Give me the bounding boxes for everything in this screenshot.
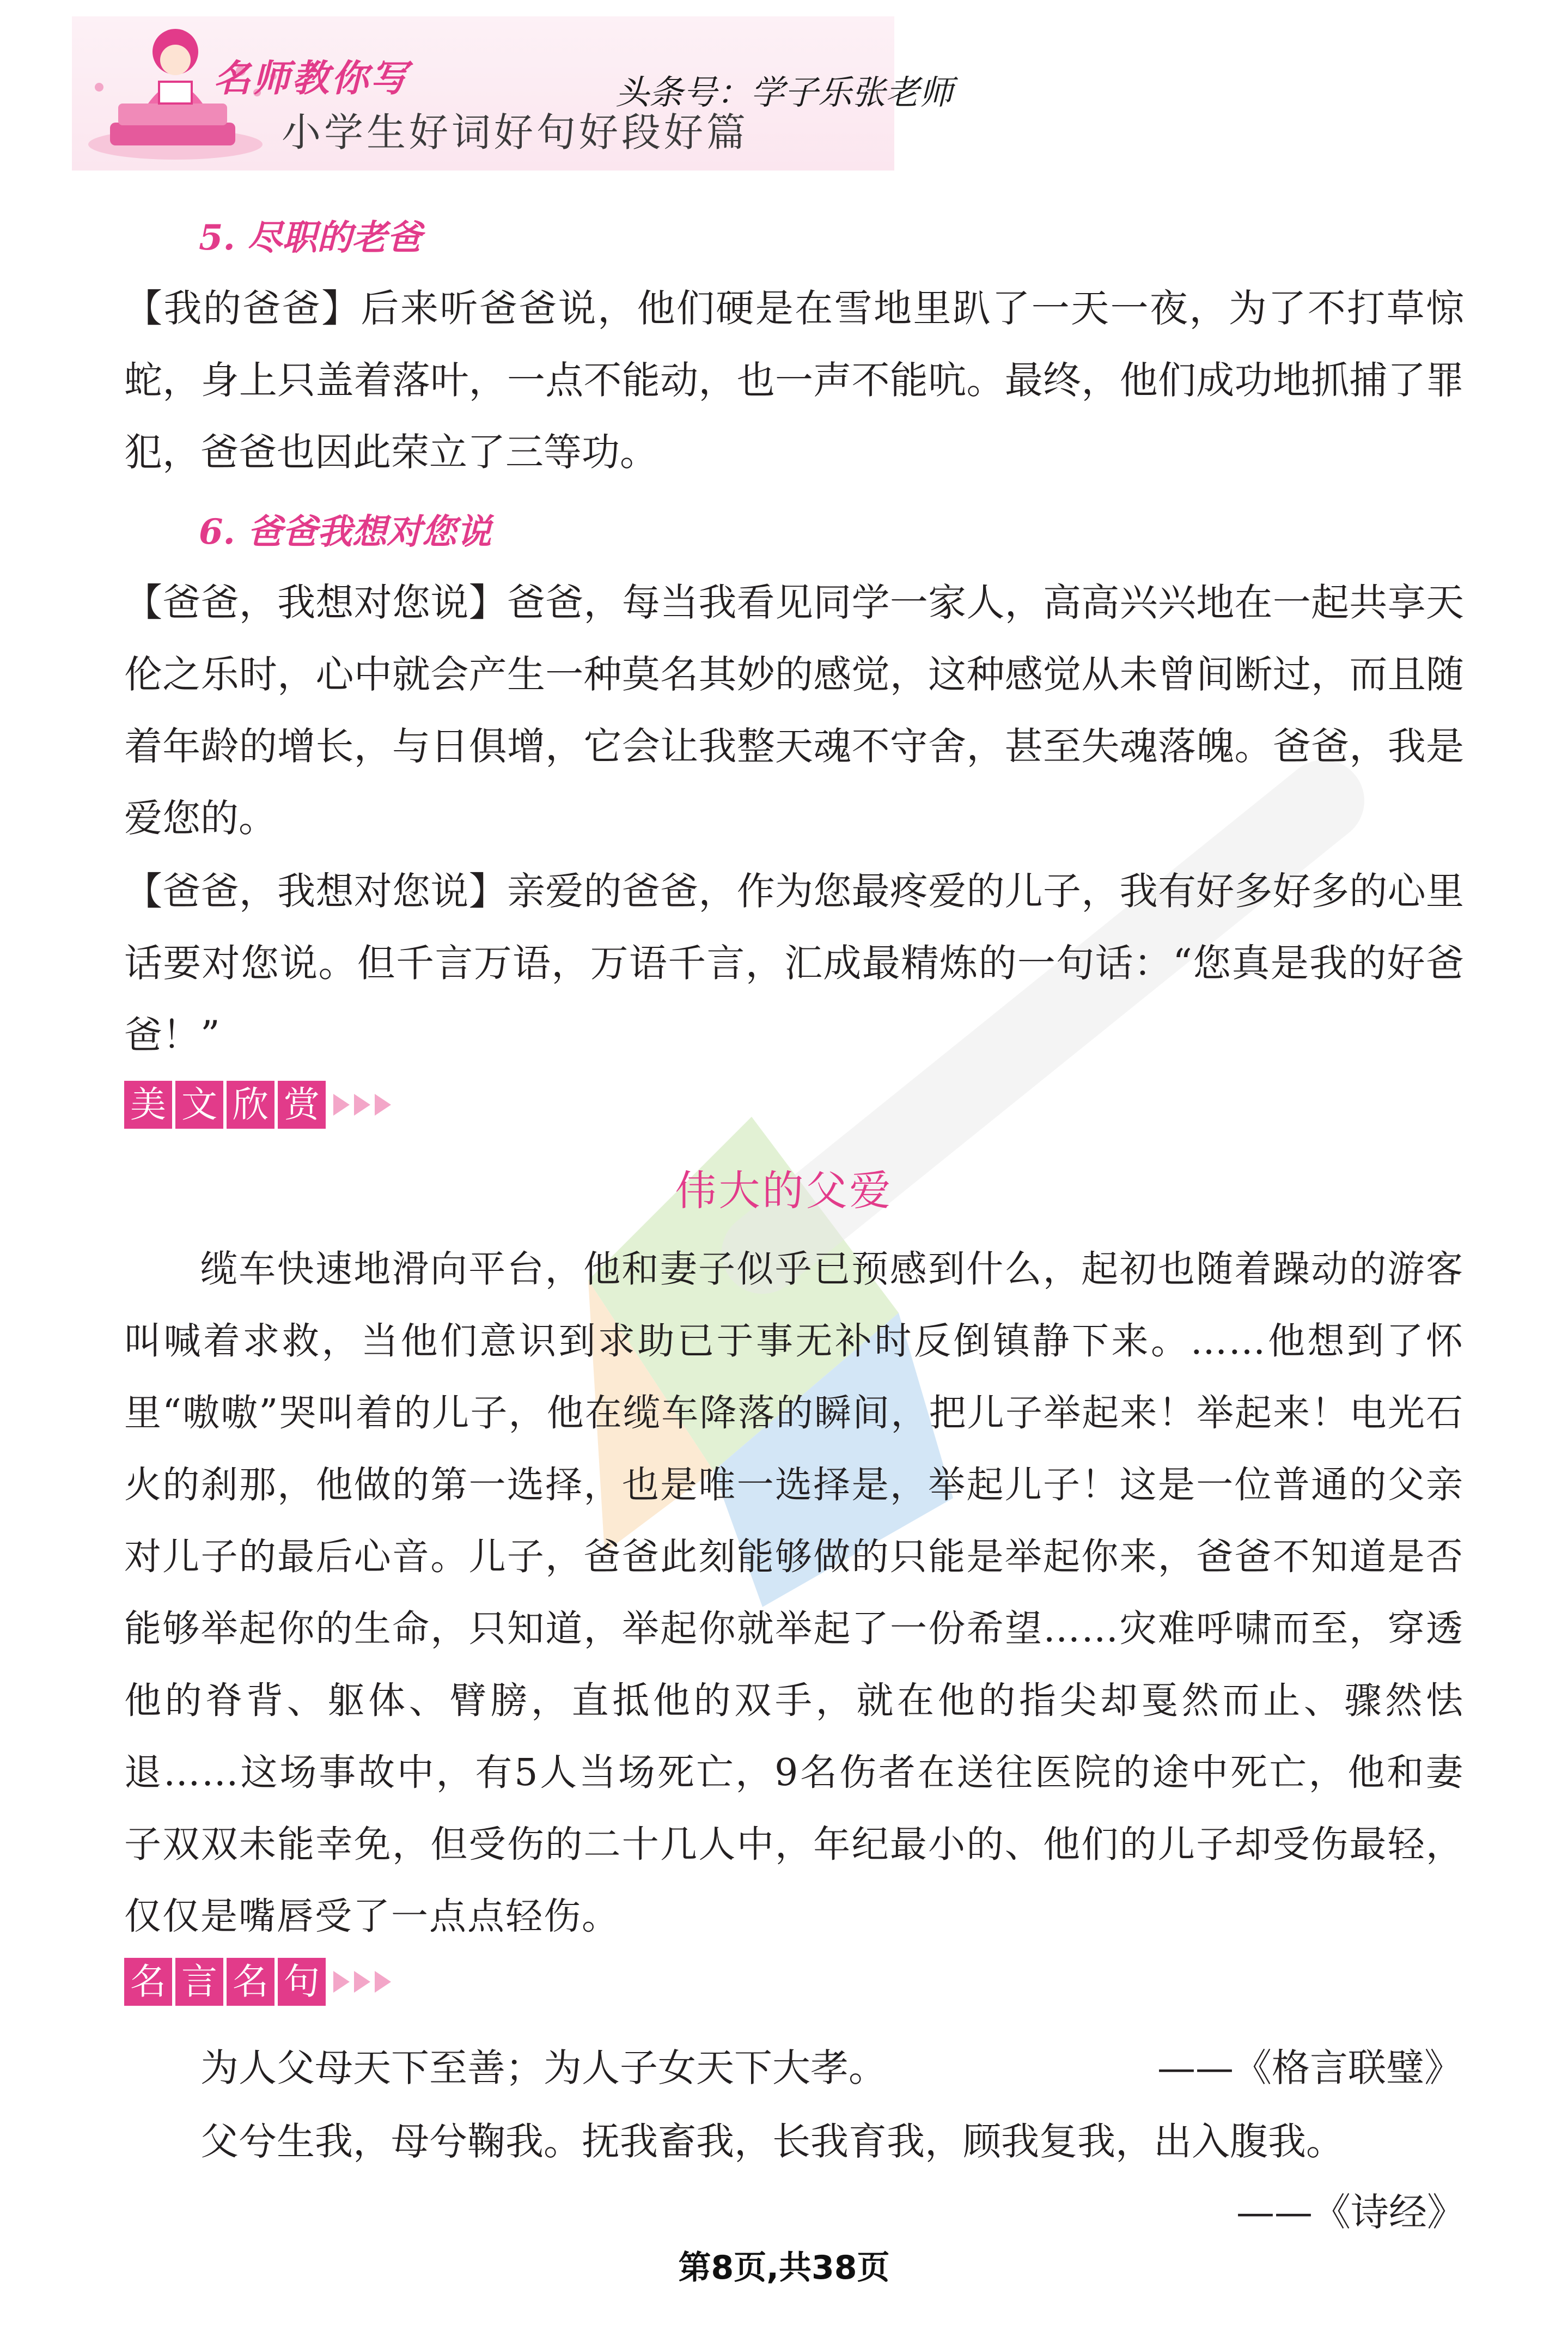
section-heading-6: 6. 爸爸我想对您说 bbox=[199, 512, 492, 552]
appreciation-tag bbox=[124, 1079, 391, 1130]
source-credit: 头条号：学子乐张老师 bbox=[615, 72, 954, 112]
tag-char: 欣 bbox=[227, 1081, 274, 1129]
tag-char: 名 bbox=[124, 1958, 172, 2006]
article-body: 缆车快速地滑向平台，他和妻子似乎已预感到什么，起初也随着躁动的游客叫喊着求救，当他们意识到求助已于事无补时反倒镇静下来。……他想到了怀里“嗷嗷”哭叫着的儿子，他在缆车降落的瞬间，把儿子举起来！举起来！电光石火的刹那，他做的第一选择，也是唯一选择是，举起儿子！这是一位普通的父亲对儿子的最后心音。儿子，爸爸此刻能够做的只能是举起你来，爸爸不知道是否能够举起你的生命，只知道，举起你就举起了一份希望……灾难呼啸而至，穿透他的脊背、躯体、臂膀，直抵他的双手，就在他的指尖却戛然而止、骤然怯退……这场事故中，有5人当场死亡，9名伤者在送往医院的途中死亡，他和妻子双双未能幸免，但受伤的二十几人中，年纪最小的、他们的儿子却受伤最轻，仅仅是嘴唇受了一点点轻伤。 bbox=[124, 1248, 1464, 1938]
triple-arrow-icon bbox=[333, 1094, 391, 1116]
quotes-tag bbox=[124, 1956, 391, 2007]
triple-arrow-icon bbox=[333, 1971, 391, 1993]
paragraph-dad-i-want-to-say-1: 【爸爸，我想对您说】爸爸，每当我看见同学一家人，高高兴兴地在一起共享天伦之乐时，心中就会产生一种莫名其妙的感觉，这种感觉从未曾间断过，而且随着年龄的增长，与日俱增，它会让我整天魂不守舍，甚至失魂落魄。爸爸，我是爱您的。 bbox=[124, 580, 1464, 841]
banner-title: 名师教你写 bbox=[213, 57, 410, 100]
quote-source-2: ——《诗经》 bbox=[1236, 2190, 1465, 2235]
tag-char: 美 bbox=[124, 1081, 172, 1129]
tag-char: 名 bbox=[227, 1958, 274, 2006]
tag-char: 文 bbox=[175, 1081, 223, 1129]
quote-source-1: ——《格言联璧》 bbox=[1157, 2046, 1462, 2090]
page-number: 第8页,共38页 bbox=[678, 2249, 890, 2287]
tag-char: 赏 bbox=[278, 1081, 326, 1129]
banner-subtitle: 小学生好词好句好段好篇 bbox=[282, 109, 749, 155]
quote-text-2: 父兮生我，母兮鞠我。抚我畜我，长我育我，顾我复我，出入腹我。 bbox=[200, 2119, 1344, 2164]
paragraph-my-dad: 【我的爸爸】后来听爸爸说，他们硬是在雪地里趴了一天一夜，为了不打草惊蛇，身上只盖着落叶，一点不能动，也一声不能吭。最终，他们成功地抓捕了罪犯，爸爸也因此荣立了三等功。 bbox=[124, 286, 1464, 474]
section-heading-5: 5. 尽职的老爸 bbox=[199, 217, 422, 258]
tag-char: 句 bbox=[278, 1958, 326, 2006]
paragraph-dad-i-want-to-say-2: 【爸爸，我想对您说】亲爱的爸爸，作为您最疼爱的儿子，我有好多好多的心里话要对您说。但千言万语，万语千言，汇成最精炼的一句话：“您真是我的好爸爸！” bbox=[124, 869, 1464, 1057]
article-title: 伟大的父爱 bbox=[675, 1166, 893, 1215]
quote-text-1: 为人父母天下至善；为人子女天下大孝。 bbox=[200, 2046, 887, 2090]
tag-char: 言 bbox=[175, 1958, 223, 2006]
